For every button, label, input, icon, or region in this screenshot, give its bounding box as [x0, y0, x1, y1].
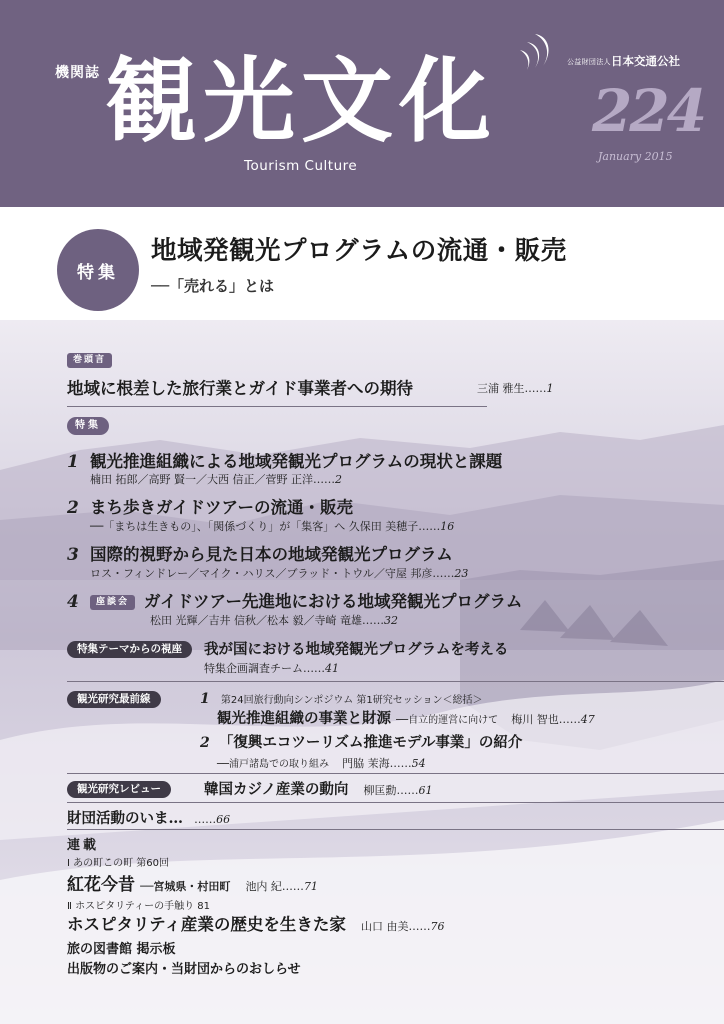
toc-item-research-2[interactable] — [200, 731, 522, 752]
item-pretitle: 第24回旅行動向シンポジウム 第1研究セッション＜総括＞ — [220, 695, 483, 706]
page-number: 23 — [454, 567, 469, 580]
item-title: まち歩きガイドツアーの流通・販売 — [89, 498, 353, 517]
item-title: 観光推進組織の事業と財源 — [217, 710, 391, 727]
item-number: 2 — [200, 735, 210, 751]
divider — [67, 802, 724, 803]
page-number: 2 — [335, 473, 342, 486]
theme-view-authors — [204, 660, 339, 676]
item-title: 財団活動のいま… — [67, 810, 183, 827]
author: 門脇 茉海…… — [342, 757, 412, 770]
kantogen-page: 1 — [546, 382, 554, 395]
masthead — [0, 0, 724, 207]
toc-item-review[interactable] — [204, 778, 433, 799]
toc-item-rensai-2[interactable] — [67, 911, 444, 935]
table-of-contents — [0, 320, 724, 1024]
magazine-title: 観光文化 — [105, 48, 498, 155]
item-number: 1 — [67, 452, 79, 472]
item-title: 韓国カジノ産業の動向 — [204, 781, 349, 798]
authors: 松田 光輝／吉井 信秋／松本 毅／寺崎 竜雄…… — [150, 614, 384, 627]
magazine-subtitle: Tourism Culture — [244, 158, 358, 174]
divider — [67, 681, 724, 682]
author: 池内 紀…… — [245, 880, 304, 893]
divider — [67, 773, 724, 774]
tokushu-tag: 特集 — [67, 417, 109, 435]
zadankai-tag: 座談会 — [90, 595, 135, 610]
item-title: 国際的視野から見た日本の地域発観光プログラム — [89, 545, 453, 564]
rensai-2-pretitle: Ⅱ ホスピタリティーの手触り 81 — [67, 901, 211, 912]
toc-item-tokushu-1[interactable] — [67, 448, 502, 472]
rensai-1-pretitle: Ⅰ あの町この町 第60回 — [67, 858, 170, 869]
item-subtitle: ──自立的運営に向けて — [396, 715, 499, 726]
item-number: 1 — [200, 691, 210, 707]
item-number: 4 — [67, 592, 79, 612]
toc-item-authors — [90, 471, 342, 487]
issue-date: January 2015 — [598, 150, 673, 163]
page-number: 61 — [418, 784, 433, 797]
toc-item-authors — [90, 518, 454, 534]
rensai-label: 連載 — [67, 838, 100, 853]
toc-item-tokushu-4[interactable] — [67, 588, 522, 613]
item-number: 2 — [67, 498, 79, 518]
feature-title: 地域発観光プログラムの流通・販売 — [151, 236, 567, 266]
kantogen-tag: 巻頭言 — [67, 353, 112, 368]
page-number: 71 — [303, 880, 318, 893]
item-title: ガイドツアー先進地における地域発観光プログラム — [144, 592, 523, 611]
feature-subtitle: ──「売れる」とは — [151, 277, 275, 295]
toc-item-authors — [150, 612, 398, 628]
publisher-prefix: 公益財団法人 — [567, 58, 611, 66]
authors: ロス・フィンドレー／マイク・ハリス／ブラッド・トウル／守屋 邦彦…… — [90, 567, 455, 580]
page-number: 16 — [440, 520, 455, 533]
feature-banner — [0, 207, 724, 320]
author: 柳匡勳…… — [363, 784, 419, 797]
research-review-tag: 観光研究レビュー — [67, 781, 171, 798]
page-number: 32 — [384, 614, 398, 627]
theme-view-tag: 特集テーマからの視座 — [67, 641, 192, 658]
item-title: ホスピタリティ産業の歴史を生きた家 — [67, 915, 346, 934]
authors: 特集企画調査チーム…… — [204, 662, 325, 675]
kantogen-author — [477, 380, 554, 396]
research-front-tag: 観光研究最前線 — [67, 691, 161, 708]
page-number: 41 — [325, 662, 339, 675]
toc-item-research-1[interactable] — [200, 688, 483, 707]
item-title: 観光推進組織による地域発観光プログラムの現状と課題 — [89, 452, 503, 471]
author: 山口 由美…… — [360, 920, 431, 933]
theme-view-title[interactable]: 我が国における地域発観光プログラムを考える — [204, 641, 509, 658]
feature-badge: 特集 — [57, 229, 139, 311]
divider — [67, 406, 487, 407]
toc-item-tokushu-3[interactable] — [67, 541, 453, 565]
issue-number: 224 — [592, 77, 705, 145]
publisher-logo — [515, 30, 705, 74]
page-number: 66 — [216, 813, 231, 826]
kantogen-author-name: 三浦 雅生…… — [477, 382, 547, 395]
kikanshi-label: 機関誌 — [55, 65, 100, 81]
leader-dots: …… — [194, 813, 217, 826]
page-number: 47 — [580, 713, 595, 726]
kantogen-title[interactable]: 地域に根差した旅行業とガイド事業者への期待 — [67, 379, 414, 398]
toc-item-research-1-title — [217, 707, 595, 728]
page-number: 76 — [430, 920, 445, 933]
divider — [67, 829, 724, 830]
footer-line-publications[interactable]: 出版物のご案内・当財団からのおしらせ — [67, 962, 301, 977]
publisher-mark-icon — [515, 30, 565, 74]
authors: ──「まちは生きもの」、「関係づくり」が「集客」へ 久保田 美穂子…… — [90, 520, 441, 533]
toc-item-research-2-sub — [217, 752, 426, 771]
footer-line-library[interactable]: 旅の図書館 掲示板 — [67, 942, 176, 957]
item-number: 3 — [67, 545, 79, 565]
toc-item-tokushu-2[interactable] — [67, 494, 353, 518]
author: 梅川 智也…… — [511, 713, 581, 726]
toc-item-authors — [90, 565, 468, 581]
item-title: 「復興エコツーリズム推進モデル事業」の紹介 — [218, 734, 523, 751]
publisher-name: 日本交通公社 — [611, 54, 680, 68]
item-title: 紅花今昔 — [67, 875, 135, 895]
page-number: 54 — [411, 757, 426, 770]
authors: 楠田 拓郎／高野 賢一／大西 信正／菅野 正洋…… — [90, 473, 335, 486]
item-subtitle: ──宮城県・村田町 — [140, 880, 231, 893]
toc-item-zaidan[interactable] — [67, 807, 230, 828]
toc-item-rensai-1[interactable] — [67, 870, 318, 895]
item-subtitle: ──浦戸諸島での取り組み — [217, 759, 330, 770]
